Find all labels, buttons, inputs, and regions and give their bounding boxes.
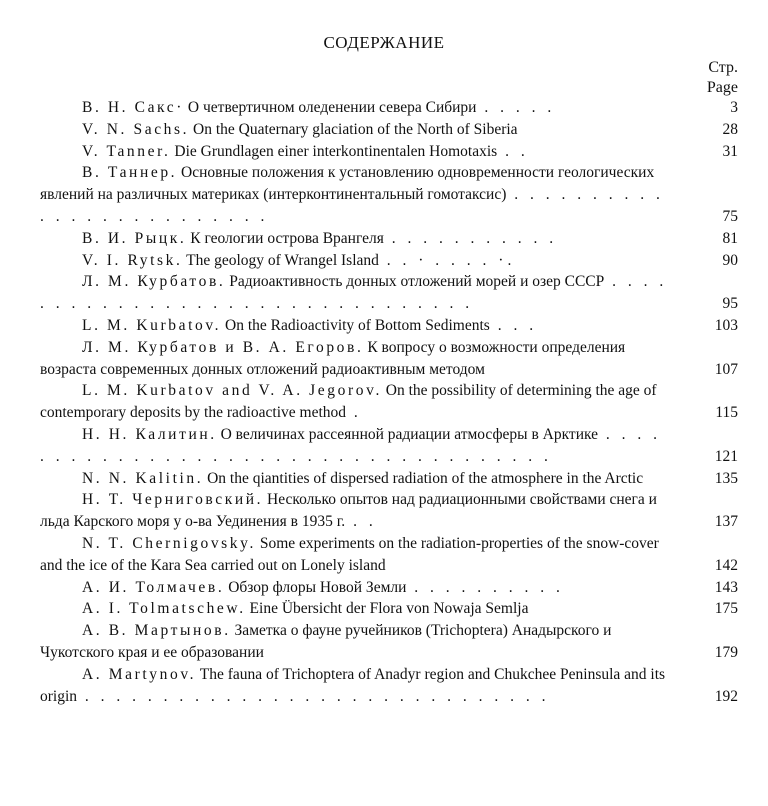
contents-entry [40,250,738,272]
entry-page-number: 31 [722,142,738,160]
entry-page-number: 107 [714,360,738,378]
entry-author: L. M. Kurbatov and V. A. Jegorov. [82,382,382,400]
contents-entry [40,380,738,424]
entry-author: В. И. Рыцк. [82,229,187,247]
entry-text [40,315,738,337]
entry-author: Н. Т. Черниговский. [82,491,264,509]
contents-entry [40,424,738,468]
contents-entry [40,228,738,250]
contents-entry [40,162,738,227]
entry-text [40,250,738,272]
entry-text [40,162,738,227]
entry-page-number: 3 [730,99,738,116]
page-column-header-en: Page [706,79,738,96]
entry-title: К вопросу о возможности определения возраста современных донных отложений радиоактивным методом [40,338,626,378]
entry-title: Основные положения к установлению одновременности геологических явлений на различных материках (интерконтинентальный гомотаксис) [40,164,655,204]
entry-author: V. Tanner. [82,142,171,160]
entry-text [40,533,738,577]
entry-leader-dots: . [346,404,362,422]
entry-leader-dots: . . . [489,316,538,334]
entry-page-number: 90 [722,251,738,269]
entry-text [40,620,738,664]
entry-text [40,337,738,381]
contents-entry [40,577,738,599]
entry-page-number: 143 [714,578,738,596]
entry-page-number: 95 [722,295,738,313]
entry-text [40,424,738,468]
entry-title: Some experiments on the radiation-properties of the snow-cover and the ice of the Kara Sea carried out on Lonely island [40,534,659,574]
contents-entry [40,315,738,337]
contents-entry [40,598,738,620]
entry-title: К геологии острова Врангеля [186,229,384,247]
contents-entry [40,664,738,708]
entry-title: Die Grundlagen einer interkontinentalen Homotaxis [170,142,498,160]
entry-text [40,119,738,141]
entry-title: Заметка о фауне ручейников (Trichoptera) Анадырского и Чукотского края и ее образовании [40,622,612,661]
entry-page-number: 28 [722,120,738,138]
entry-leader-dots: . . [497,142,529,160]
entry-title: Eine Übersicht der Flora von Nowaja Semlja [245,600,529,618]
entry-page-number: 175 [714,600,738,618]
contents-list [40,97,738,707]
contents-entry [40,119,738,141]
entry-text [40,489,738,533]
entry-text [40,598,738,620]
entry-page-number: 81 [722,229,738,247]
page-column-header [678,58,738,98]
entry-page-number: 135 [714,469,738,487]
entry-author: N. T. Chernigovsky. [82,534,256,552]
entry-author: А. И. Толмачев. [82,578,225,596]
entry-page-number: 179 [714,643,738,661]
entry-title: О четвертичном оледенении севера Сибири [184,99,477,116]
entry-author: Л. М. Курбатов. [82,273,226,291]
entry-title: The fauna of Trichoptera of Anadyr region and Chukchee Peninsula and its origin [40,665,666,705]
entry-leader-dots: . . · . . . . ·. [378,251,516,269]
entry-title: О величинах рассеянной радиации атмосферы в Арктике [216,425,599,443]
entry-leader-dots: . . . . . . . . . . . . . . . . . . . . . . . . . [40,186,664,225]
entry-title: The geology of Wrangel Island [182,251,379,269]
contents-entry [40,620,738,664]
entry-author: Л. М. Курбатов и В. А. Егоров. [82,338,364,356]
entry-page-number: 137 [714,513,738,531]
entry-author: L. M. Kurbatov. [82,316,222,334]
entry-leader-dots: . . . . . . . . . . . . . . . . . . . . . . . . . . . . . . [77,687,550,705]
entry-title: Радиоактивность донных отложений морей и озер СССР [225,273,605,291]
contents-entry [40,489,738,533]
entry-leader-dots: . . . . . . . . . . . . . . . . . . . . . . . . . . . . . . . . [40,273,668,313]
entry-text [40,468,738,490]
contents-entry [40,533,738,577]
entry-page-number: 103 [714,316,738,334]
entry-title: On the qiantities of dispersed radiation of the atmosphere in the Arctic [203,469,644,487]
page-title: СОДЕРЖАНИЕ [323,33,445,52]
entry-leader-dots: . . [345,513,377,531]
contents-entry [40,271,738,315]
entry-leader-dots: . . . . . . . . . . . [383,229,558,247]
entry-author: В. Н. Сакс· [82,99,185,116]
entry-author: A. Martynov. [82,665,197,683]
entry-leader-dots: . . . . . [476,99,556,116]
entry-title: On the possibility of determining the age of contemporary deposits by the radioactive method [40,382,657,422]
contents-entry [40,141,738,163]
entry-author: A. I. Tolmatschew. [82,600,246,618]
contents-entry [40,97,738,119]
entry-page-number: 142 [714,556,738,574]
entry-author: А. В. Мартынов. [82,622,231,640]
entry-text [40,141,738,163]
entry-author: В. Таннер. [82,164,178,182]
entry-text [40,380,738,424]
page-column-header-ru: Стр. [708,59,738,76]
entry-leader-dots: . . . . . . . . . . . . . . . . . . . . . . . . . . . . . . . . . . . . . [40,425,662,465]
contents-entry [40,468,738,490]
entry-leader-dots: . . . . . . . . . . [406,578,564,596]
entry-author: Н. Н. Калитин. [82,425,217,443]
entry-text [40,664,738,708]
entry-page-number: 121 [714,447,738,465]
entry-page-number: 75 [722,207,738,225]
contents-entry [40,337,738,381]
entry-title: Несколько опытов над радиационными свойствами снега и льда Карского моря у о-ва Уединения в 1935 г. [40,491,657,531]
entry-text [40,228,738,250]
entry-text [40,577,738,599]
entry-page-number: 192 [714,687,738,705]
entry-text [40,97,738,119]
entry-title: Обзор флоры Новой Земли [224,578,407,596]
entry-author: V. I. Rytsk. [82,251,183,269]
entry-title: On the Quaternary glaciation of the North of Siberia [189,120,518,138]
entry-text [40,271,738,315]
entry-author: V. N. Sachs. [82,120,190,138]
entry-page-number: 115 [715,404,738,422]
entry-author: N. N. Kalitin. [82,469,204,487]
entry-title: On the Radioactivity of Bottom Sediments [221,316,490,334]
